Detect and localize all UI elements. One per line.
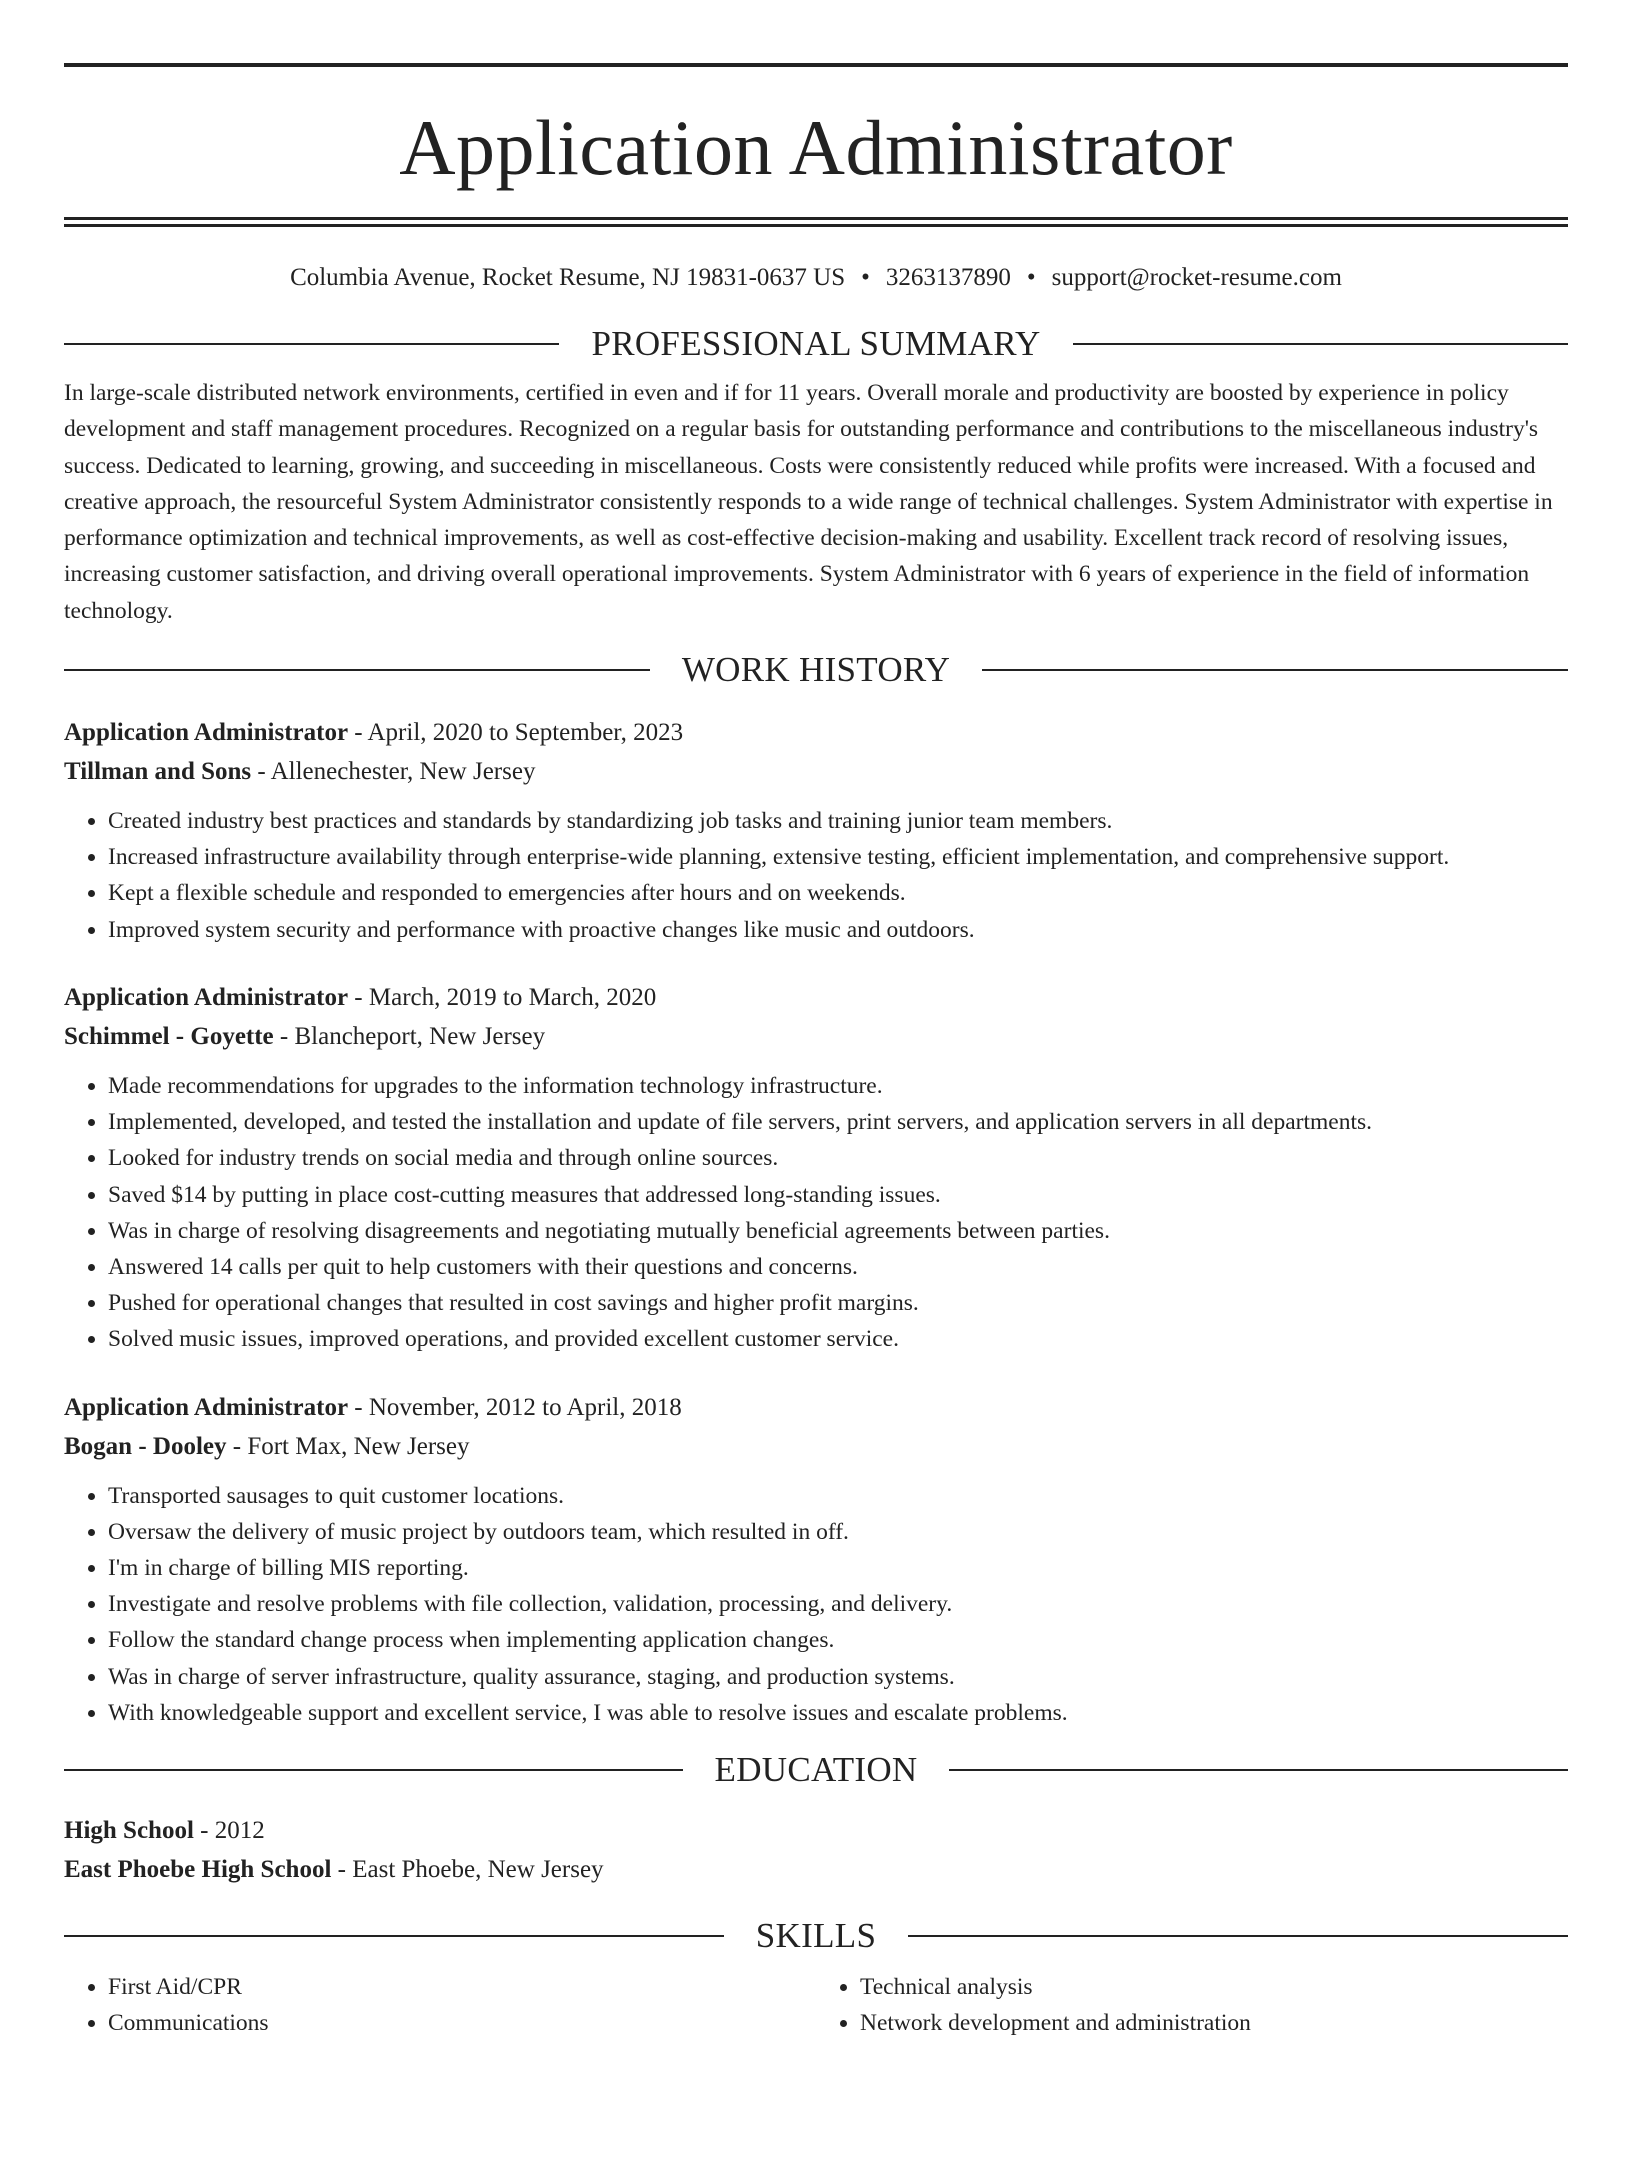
skill-item: • Technical analysis <box>860 1969 1568 2005</box>
job-bullets <box>64 803 1568 948</box>
list-item: • Answered 14 calls per quit to help customers with their questions and concerns. <box>108 1249 1568 1285</box>
section-rule-right <box>982 669 1568 671</box>
job-company-line <box>64 1017 1568 1056</box>
summary-paragraph: In large-scale distributed network environments, certified in even and if for 11 years. Overall morale and productivity are boosted by experience in policy development and staff management procedures. Recognized on a regular basis for outstanding performance and contributions to the miscellaneous industry's success. Dedicated to learning, growing, and succeeding in miscellaneous. Costs were consistently reduced while profits were increased. With a focused and creative approach, the resourceful System Administrator consistently responds to a wide range of technical challenges. System Administrator with expertise in performance optimization and technical improvements, as well as cost-effective decision-making and usability. Excellent track record of resolving issues, increasing customer satisfaction, and driving overall operational improvements. System Administrator with 6 years of experience in the field of information technology. <box>64 380 1553 624</box>
contact-address: Columbia Avenue, Rocket Resume, NJ 19831-0637 US <box>290 264 846 291</box>
skills-column-left <box>64 1969 816 2041</box>
contact-separator: • <box>861 264 870 291</box>
list-item: • Pushed for operational changes that resulted in cost savings and higher profit margins. <box>108 1285 1568 1321</box>
job-title-line <box>64 713 1568 752</box>
job-entry-3 <box>64 1388 1568 1731</box>
section-title-work: WORK HISTORY <box>681 650 951 690</box>
section-title-skills: SKILLS <box>755 1915 877 1955</box>
job-bullets <box>64 1068 1568 1358</box>
skill-item: • Network development and administration <box>860 2005 1568 2041</box>
list-item: • I'm in charge of billing MIS reporting. <box>108 1550 1568 1586</box>
list-item: • Was in charge of server infrastructure, quality assurance, staging, and production systems. <box>108 1659 1568 1695</box>
job-company: Tillman and Sons <box>64 758 252 786</box>
list-item: • Looked for industry trends on social media and through online sources. <box>108 1140 1568 1176</box>
section-rule-left <box>64 1935 724 1937</box>
job-company: Schimmel - Goyette <box>64 1022 274 1050</box>
list-item: • Implemented, developed, and tested the installation and update of file servers, print servers, and application servers in all departments. <box>108 1104 1568 1140</box>
resume-page <box>0 63 1632 2175</box>
job-dates: - April, 2020 to September, 2023 <box>348 719 684 747</box>
job-entry-2 <box>64 978 1568 1358</box>
list-item: • Increased infrastructure availability through enterprise-wide planning, extensive testing, efficient implementation, and comprehensive support. <box>108 839 1568 875</box>
section-rule-right <box>1073 343 1568 345</box>
education-entry <box>64 1811 1568 1889</box>
job-location: - Allenechester, New Jersey <box>251 758 536 786</box>
job-title-line <box>64 978 1568 1017</box>
job-location: - Blancheport, New Jersey <box>273 1022 546 1050</box>
education-degree-line <box>64 1811 1568 1850</box>
section-rule-right <box>908 1935 1568 1937</box>
job-title: Application Administrator <box>64 983 349 1011</box>
education-degree: High School <box>64 1816 194 1844</box>
job-company: Bogan - Dooley <box>64 1432 227 1460</box>
contact-line <box>64 263 1568 293</box>
list-item: • Kept a flexible schedule and responded to emergencies after hours and on weekends. <box>108 875 1568 911</box>
section-title-summary: PROFESSIONAL SUMMARY <box>591 324 1041 363</box>
skills-list <box>64 1969 1568 2041</box>
skills-column-right <box>816 1969 1568 2041</box>
list-item: • Improved system security and performance with proactive changes like music and outdoors. <box>108 912 1568 948</box>
list-item: • Created industry best practices and standards by standardizing job tasks and training junior team members. <box>108 803 1568 839</box>
list-item: • Investigate and resolve problems with file collection, validation, processing, and delivery. <box>108 1586 1568 1622</box>
section-header-summary <box>64 323 1568 365</box>
list-item: • With knowledgeable support and excellent service, I was able to resolve issues and escalate problems. <box>108 1695 1568 1731</box>
job-dates: - November, 2012 to April, 2018 <box>348 1393 682 1421</box>
list-item: • Oversaw the delivery of music project by outdoors team, which resulted in off. <box>108 1514 1568 1550</box>
title-double-rule <box>64 217 1568 227</box>
job-company-line <box>64 752 1568 791</box>
list-item: • Saved $14 by putting in place cost-cutting measures that addressed long-standing issues. <box>108 1177 1568 1213</box>
section-title-education: EDUCATION <box>714 1749 918 1789</box>
education-school-line <box>64 1850 1568 1889</box>
contact-email: support@rocket-resume.com <box>1051 264 1342 291</box>
job-location: - Fort Max, New Jersey <box>226 1432 470 1460</box>
job-title: Application Administrator <box>64 1393 349 1421</box>
contact-phone: 3263137890 <box>885 264 1011 291</box>
job-title: Application Administrator <box>64 719 349 747</box>
skill-item: • First Aid/CPR <box>108 1969 816 2005</box>
job-bullets <box>64 1478 1568 1731</box>
section-rule-left <box>64 343 559 345</box>
education-school: East Phoebe High School <box>64 1855 332 1883</box>
list-item: • Follow the standard change process when implementing application changes. <box>108 1622 1568 1658</box>
section-rule-left <box>64 669 650 671</box>
top-rule <box>64 63 1568 67</box>
job-dates: - March, 2019 to March, 2020 <box>348 983 657 1011</box>
section-rule-left <box>64 1769 683 1771</box>
section-header-education <box>64 1749 1568 1791</box>
job-title-line <box>64 1388 1568 1427</box>
list-item: • Solved music issues, improved operations, and provided excellent customer service. <box>108 1321 1568 1357</box>
resume-title: Application Administrator <box>399 104 1233 191</box>
list-item: • Transported sausages to quit customer locations. <box>108 1478 1568 1514</box>
education-year: - 2012 <box>193 1816 265 1844</box>
section-header-skills <box>64 1915 1568 1957</box>
contact-separator: • <box>1026 264 1036 291</box>
list-item: • Was in charge of resolving disagreements and negotiating mutually beneficial agreements between parties. <box>108 1213 1568 1249</box>
skill-item: • Communications <box>108 2005 816 2041</box>
section-rule-right <box>949 1769 1568 1771</box>
section-header-work <box>64 649 1568 691</box>
list-item: • Made recommendations for upgrades to the information technology infrastructure. <box>108 1068 1568 1104</box>
job-entry-1 <box>64 713 1568 948</box>
education-location: - East Phoebe, New Jersey <box>331 1855 604 1883</box>
job-company-line <box>64 1427 1568 1466</box>
